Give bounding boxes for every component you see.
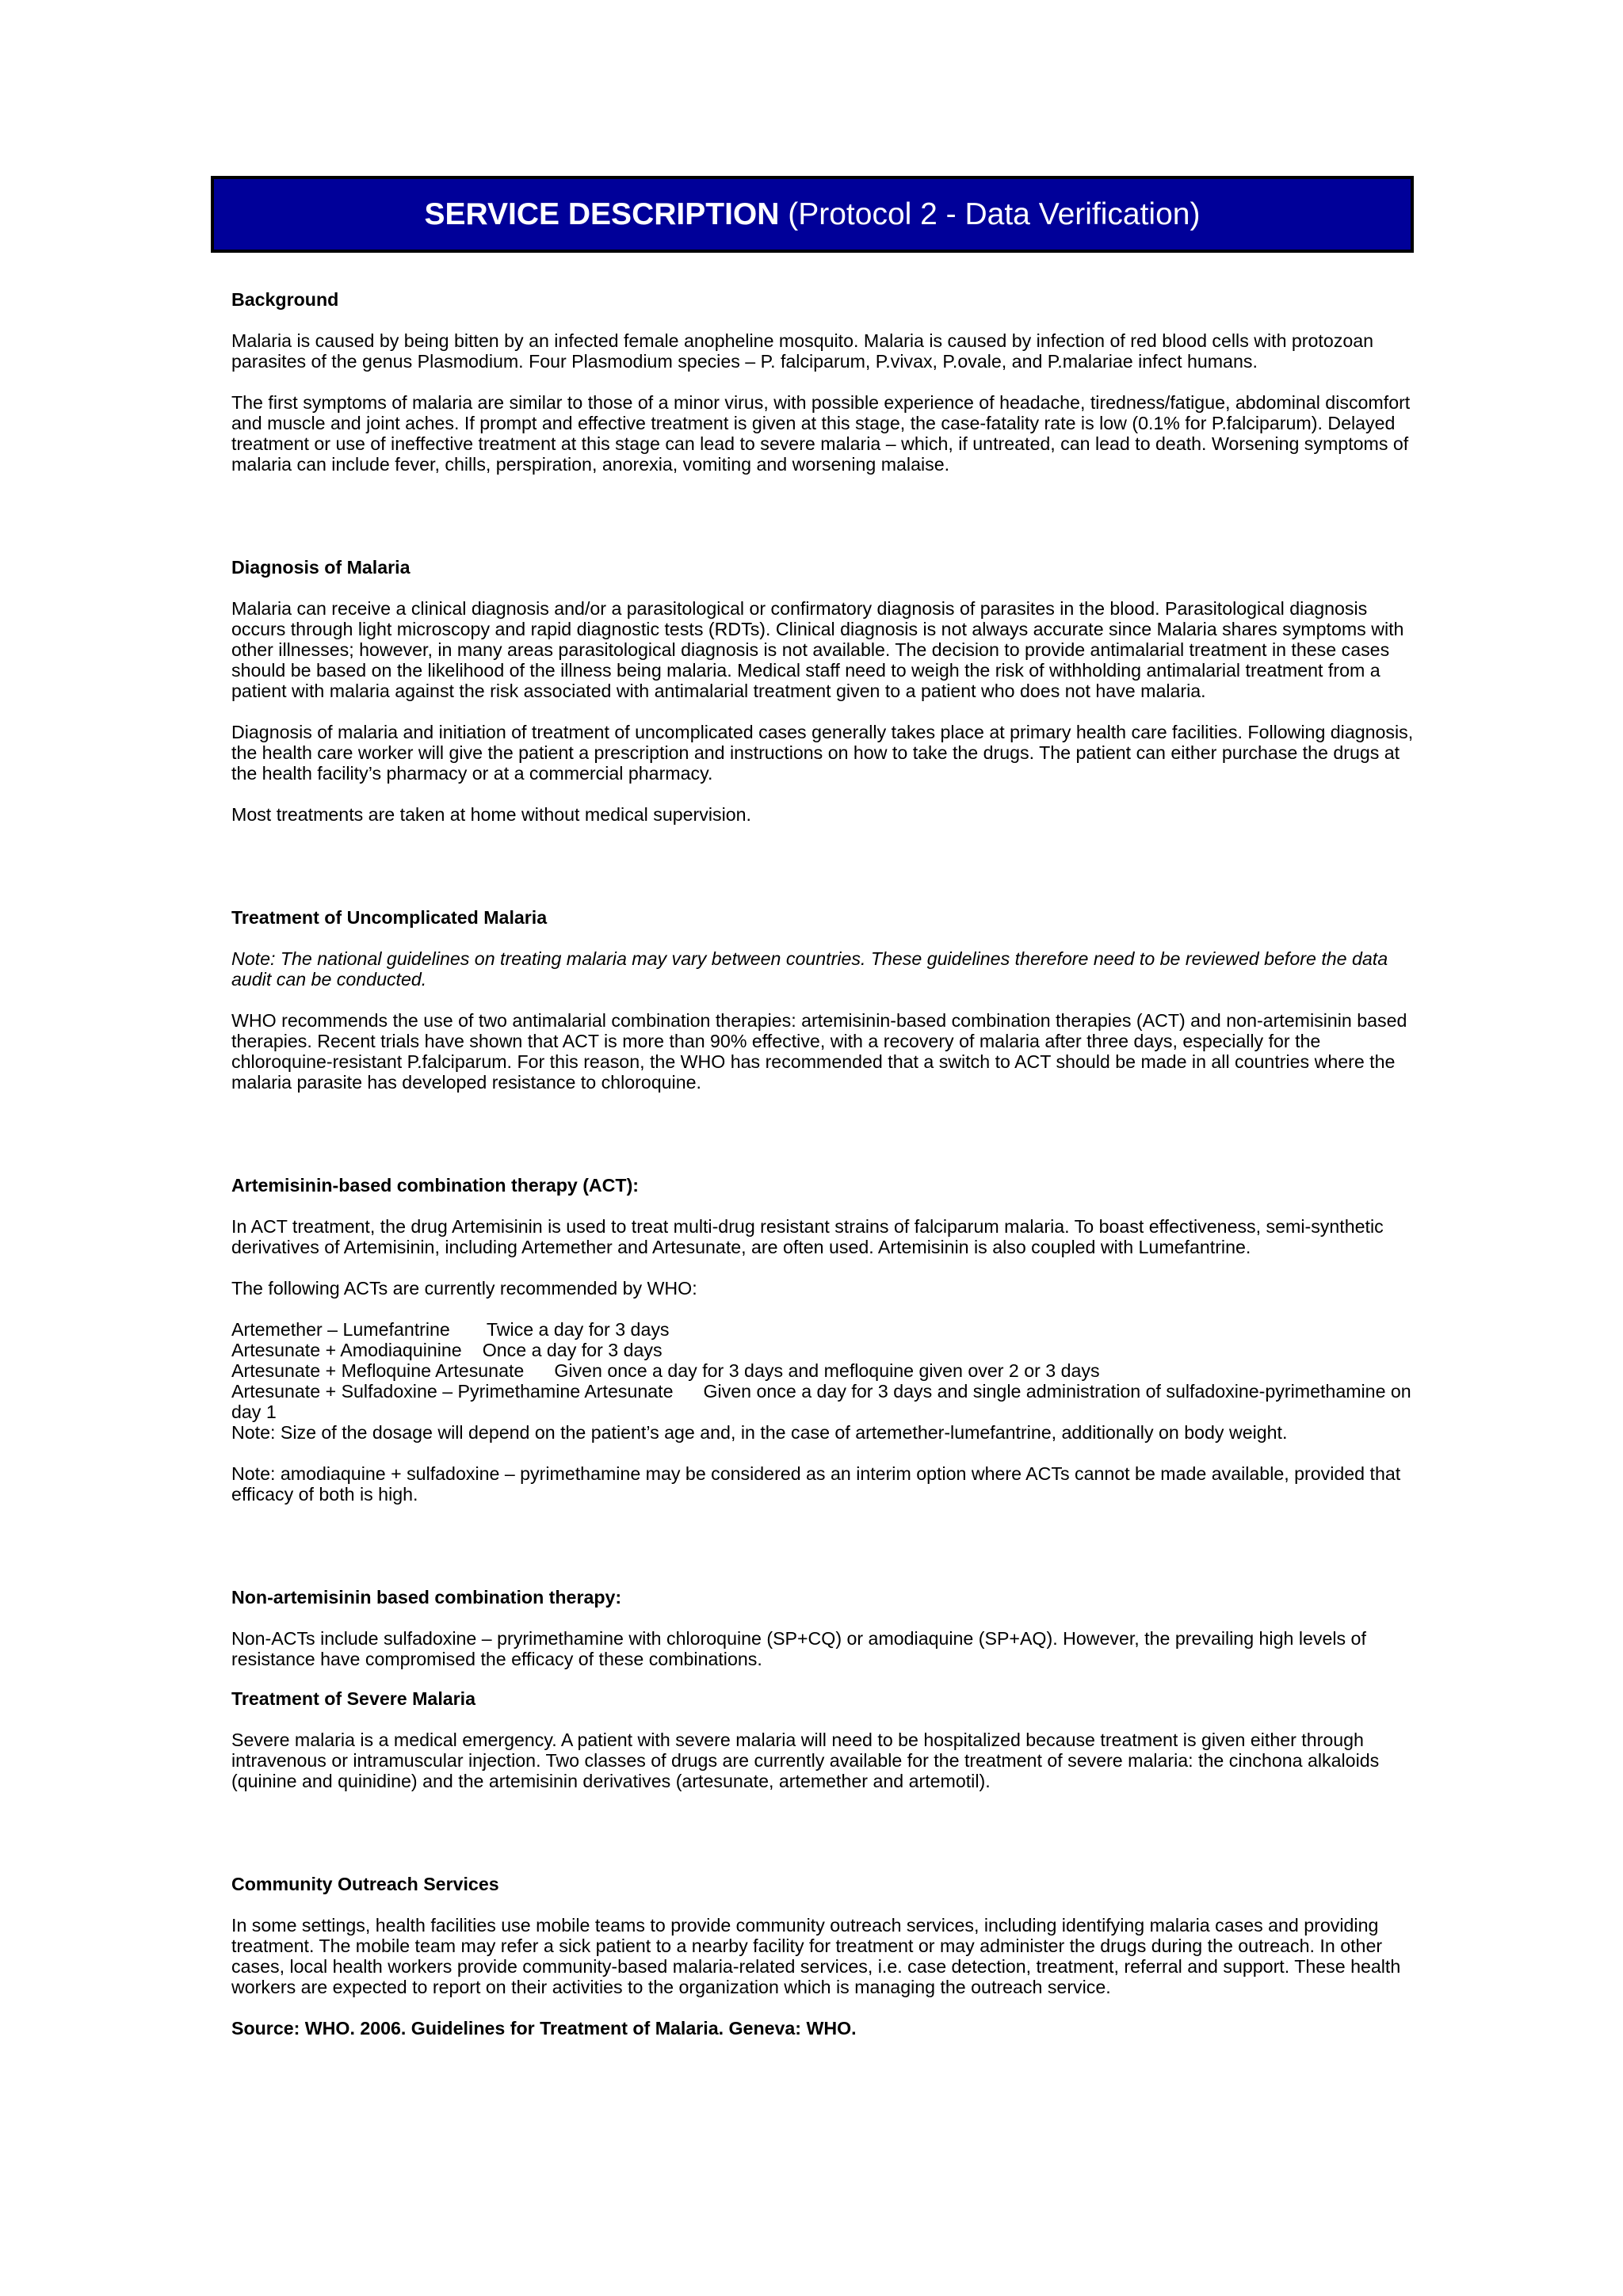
page-title-banner bbox=[211, 176, 1414, 253]
act-regimen bbox=[231, 1360, 1414, 1381]
non-act-heading: Non-artemisinin based combination therapy: bbox=[231, 1587, 622, 1608]
act-paragraph-2: The following ACTs are currently recommended by WHO: bbox=[231, 1278, 697, 1299]
act-regimen-dose: Given once a day for 3 days and single administration of sulfadoxine-pyrimethamine on day 1 bbox=[231, 1381, 1411, 1422]
act-regimen-list bbox=[231, 1319, 1414, 1443]
diagnosis-paragraph-1: Malaria can receive a clinical diagnosis and/or a parasitological or confirmatory diagnosis of parasites in the blood. Parasitological diagnosis occurs through light microscopy and rapid diagnostic tests (RDTs). Clinical diagnosis is not always accurate since Malaria shares symptoms with other illnesses; however, in many areas parasitological diagnosis is not available. The decision to provide antimalarial treatment in these cases should be based on the likelihood of the illness being malaria. Medical staff need to weigh the risk of withholding antimalarial treatment from a patient with malaria against the risk associated with antimalarial treatment given to a patient who does not have malaria. bbox=[231, 598, 1404, 701]
page-title-bold: SERVICE DESCRIPTION bbox=[424, 196, 780, 231]
background-paragraph-2: The first symptoms of malaria are similar to those of a minor virus, with possible experience of headache, tiredness/fatigue, abdominal discomfort and muscle and joint aches. If prompt and effective treatment is given at this stage, the case-fatality rate is low (0.1% for P.falciparum). Delayed treatment or use of ineffective treatment at this stage can lead to severe malaria – which, if untreated, can lead to death. Worsening symptoms of malaria can include fever, chills, perspiration, anorexia, vomiting and worsening malaise. bbox=[231, 392, 1411, 475]
severe-paragraph-1: Severe malaria is a medical emergency. A patient with severe malaria will need to be hospitalized because treatment is given either through intravenous or intramuscular injection. Two classes of drugs are currently available for the treatment of severe malaria: the cinchona alkaloids (quinine and quinidine) and the artemisinin derivatives (artesunate, artemether and artemotil). bbox=[231, 1730, 1380, 1791]
act-regimen-drug: Artesunate + Amodiaquinine bbox=[231, 1340, 462, 1360]
act-regimen-drug: Artesunate + Sulfadoxine – Pyrimethamine Artesunate bbox=[231, 1381, 674, 1402]
uncomplicated-heading: Treatment of Uncomplicated Malaria bbox=[231, 907, 548, 928]
uncomplicated-note: Note: The national guidelines on treating malaria may vary between countries. These guidelines therefore need to be reviewed before the data audit can be conducted. bbox=[231, 948, 1388, 990]
non-act-paragraph-1: Non-ACTs include sulfadoxine – pryrimethamine with chloroquine (SP+CQ) or amodiaquine (SP+AQ). However, the prevailing high levels of resistance have compromised the efficacy of these combinations. bbox=[231, 1628, 1366, 1669]
background-heading: Background bbox=[231, 289, 339, 310]
diagnosis-paragraph-3: Most treatments are taken at home without medical supervision. bbox=[231, 804, 751, 825]
act-regimen bbox=[231, 1319, 1414, 1340]
act-dosage-note: Note: Size of the dosage will depend on the patient’s age and, in the case of artemether-lumefantrine, additionally on body weight. bbox=[231, 1422, 1288, 1443]
outreach-heading: Community Outreach Services bbox=[231, 1874, 499, 1894]
source-citation: Source: WHO. 2006. Guidelines for Treatment of Malaria. Geneva: WHO. bbox=[231, 2018, 857, 2039]
diagnosis-paragraph-2: Diagnosis of malaria and initiation of treatment of uncomplicated cases generally takes place at primary health care facilities. Following diagnosis, the health care worker will give the patient a prescription and instructions on how to take the drugs. The patient can either purchase the drugs at the health facility’s pharmacy or at a commercial pharmacy. bbox=[231, 722, 1414, 784]
act-regimen-drug: Artemether – Lumefantrine bbox=[231, 1319, 450, 1340]
act-regimen bbox=[231, 1381, 1414, 1422]
act-regimen-dose: Once a day for 3 days bbox=[482, 1340, 663, 1360]
act-paragraph-1: In ACT treatment, the drug Artemisinin is used to treat multi-drug resistant strains of falciparum malaria. To boast effectiveness, semi-synthetic derivatives of Artemisinin, including Artemether and Artesunate, are often used. Artemisinin is also coupled with Lumefantrine. bbox=[231, 1216, 1384, 1257]
act-heading: Artemisinin-based combination therapy (ACT): bbox=[231, 1175, 640, 1196]
act-paragraph-3: Note: amodiaquine + sulfadoxine – pyrimethamine may be considered as an interim option where ACTs cannot be made available, provided that efficacy of both is high. bbox=[231, 1463, 1401, 1505]
act-regimen-drug: Artesunate + Mefloquine Artesunate bbox=[231, 1360, 525, 1381]
background-paragraph-1: Malaria is caused by being bitten by an infected female anopheline mosquito. Malaria is caused by infection of red blood cells with protozoan parasites of the genus Plasmodium. Four Plasmodium species – P. falciparum, P.vivax, P.ovale, and P.malariae infect humans. bbox=[231, 330, 1374, 372]
diagnosis-heading: Diagnosis of Malaria bbox=[231, 557, 411, 578]
document-body bbox=[231, 289, 1414, 2039]
page-title bbox=[425, 197, 1201, 232]
act-regimen-dose: Given once a day for 3 days and mefloquine given over 2 or 3 days bbox=[554, 1360, 1100, 1381]
uncomplicated-paragraph-1: WHO recommends the use of two antimalarial combination therapies: artemisinin-based combination therapies (ACT) and non-artemisinin based therapies. Recent trials have shown that ACT is more than 90% effective, with a recovery of malaria after three days, especially for the chloroquine-resistant P.falciparum. For this reason, the WHO has recommended that a switch to ACT should be made in all countries where the malaria parasite has developed resistance to chloroquine. bbox=[231, 1010, 1407, 1093]
outreach-paragraph-1: In some settings, health facilities use mobile teams to provide community outreach services, including identifying malaria cases and providing treatment. The mobile team may refer a sick patient to a nearby facility for treatment or may administer the drugs during the outreach. In other cases, local health workers provide community-based malaria-related services, i.e. case detection, treatment, referral and support. These health workers are expected to report on their activities to the organization which is managing the outreach service. bbox=[231, 1915, 1401, 1997]
severe-heading: Treatment of Severe Malaria bbox=[231, 1688, 476, 1709]
page-title-subtitle: (Protocol 2 - Data Verification) bbox=[788, 196, 1201, 231]
act-regimen-dose: Twice a day for 3 days bbox=[486, 1319, 670, 1340]
act-regimen bbox=[231, 1340, 1414, 1360]
